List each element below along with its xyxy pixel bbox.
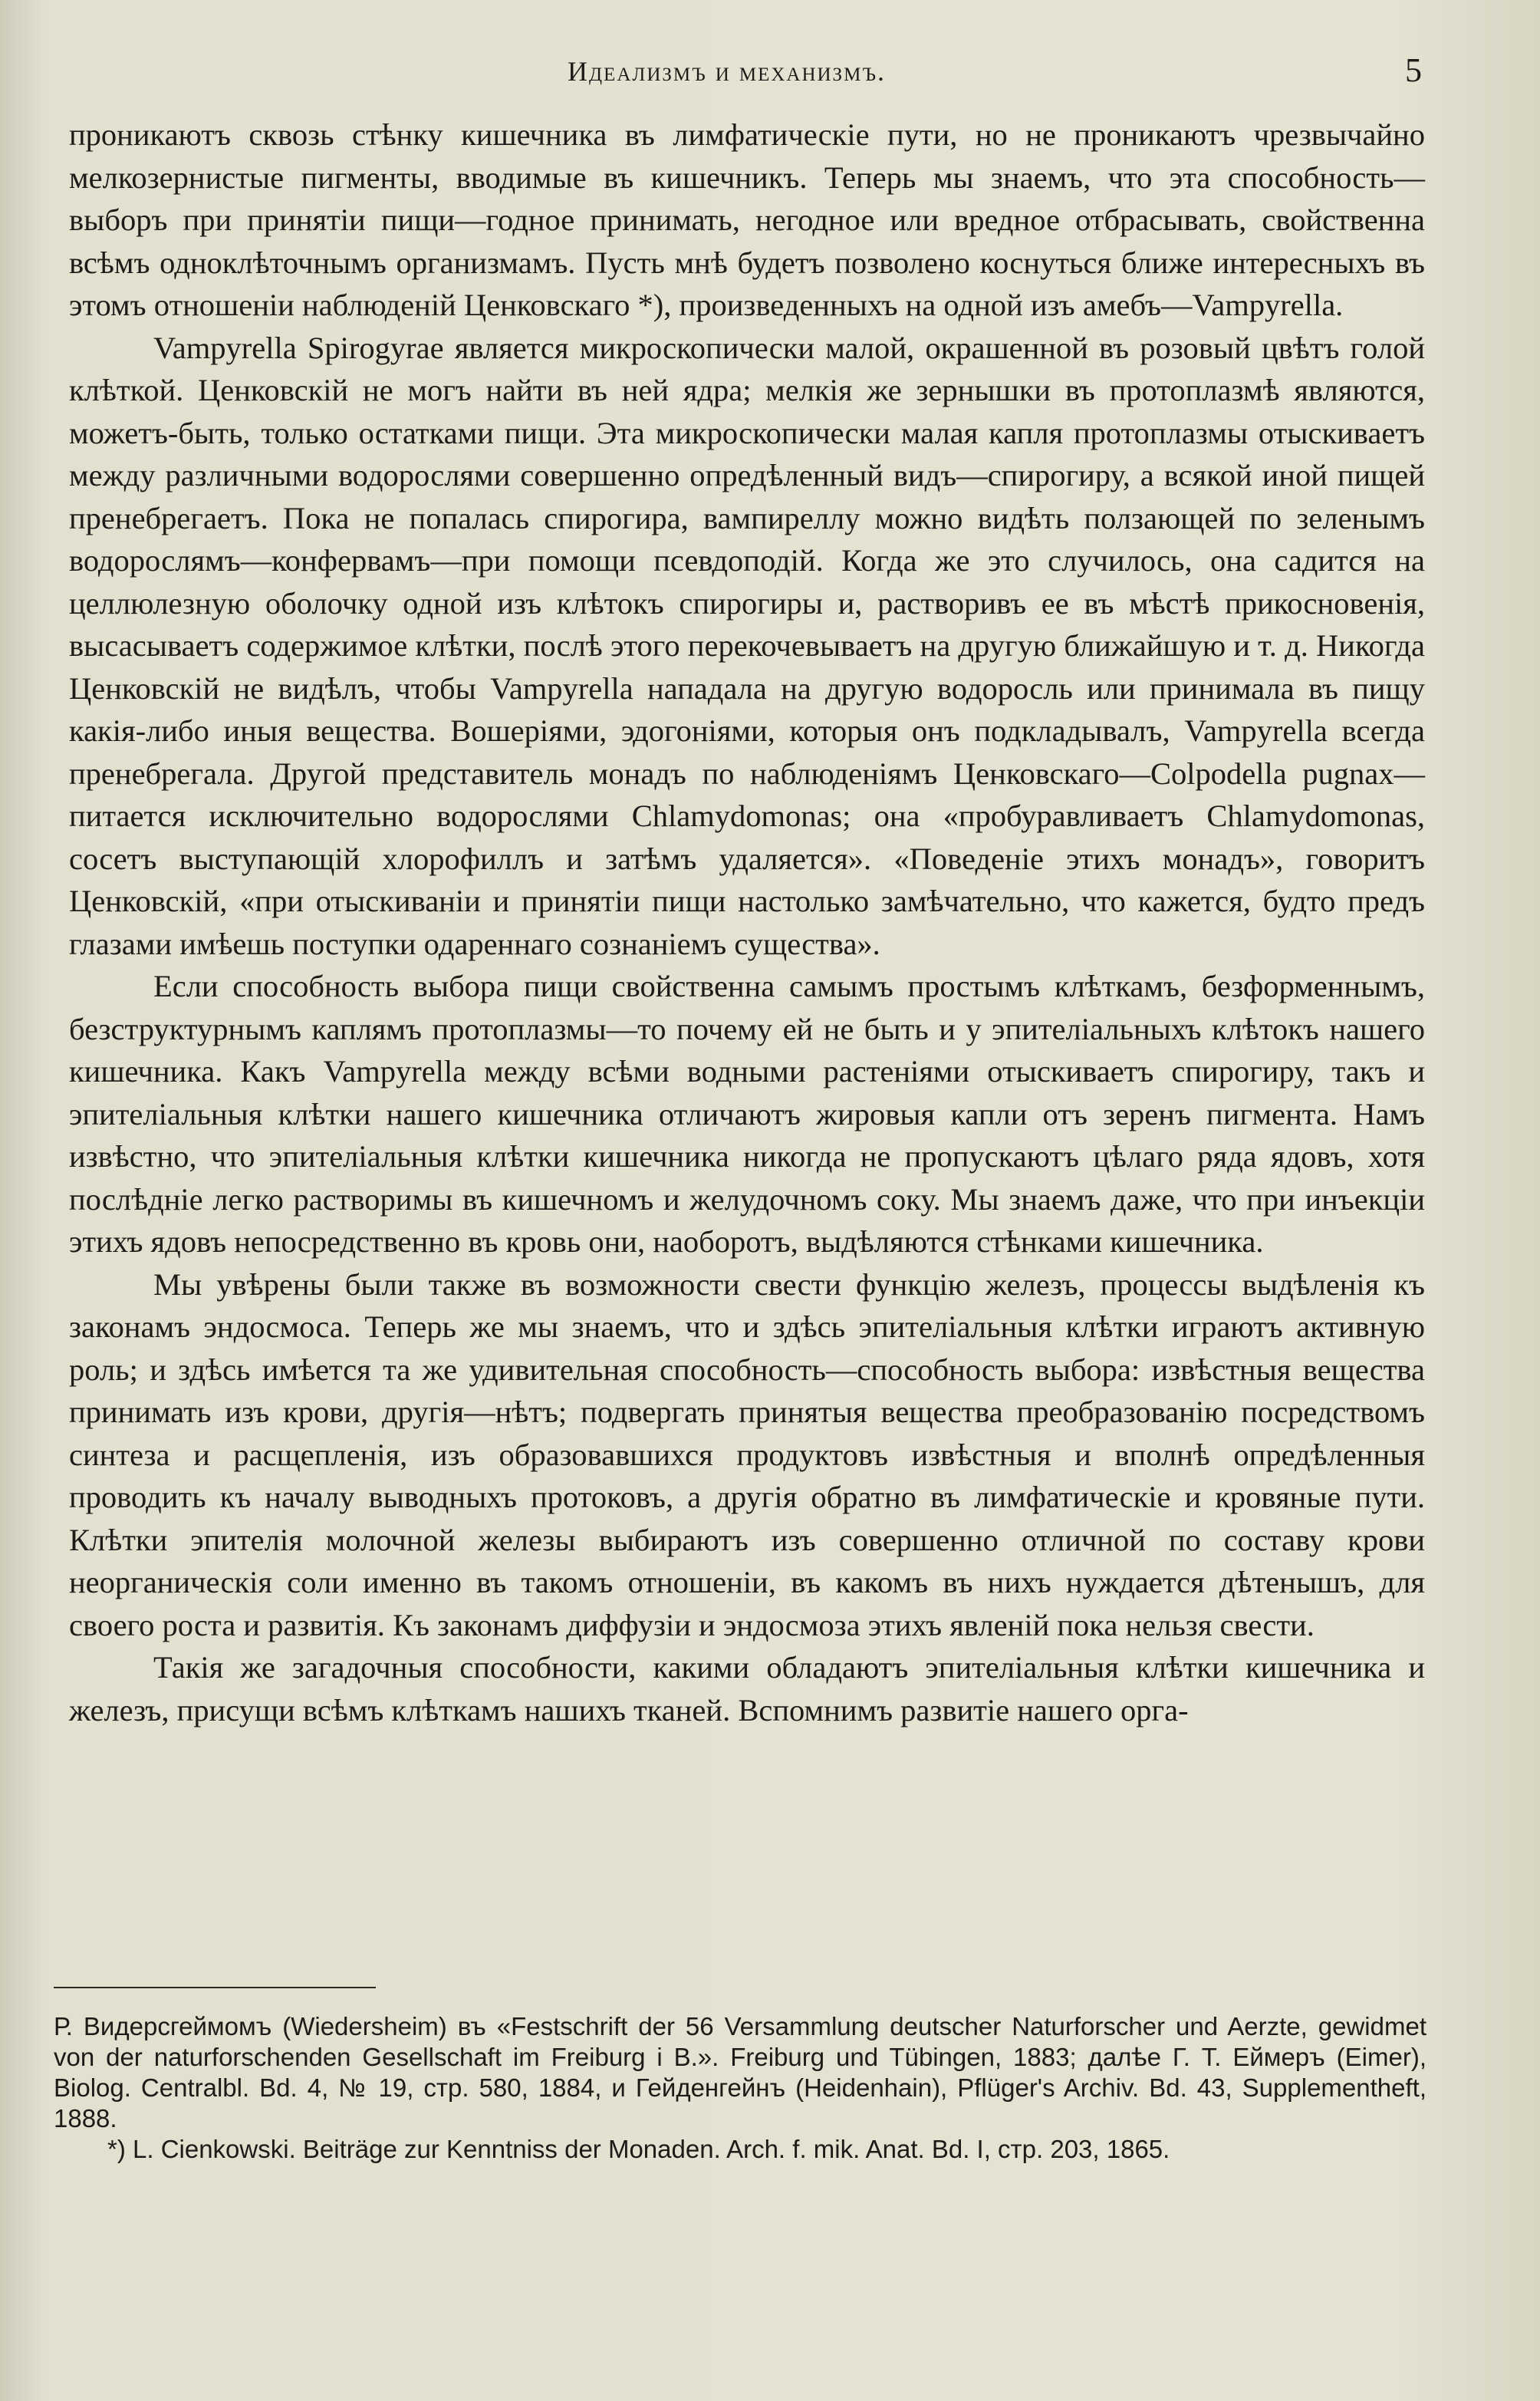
page-number: 5 <box>1405 51 1422 89</box>
footnote-references: Р. Видерсгеймомъ (Wiedersheim) въ «Festschrift der 56 Versammlung deutscher Naturforscher und Aerzte, gewidmet von der naturforschenden Gesellschaft im Freiburg i B.». Freiburg und Tübingen, 1883; далѣе Г. Т. Еймеръ (Eimer), Biolog. Centralbl. Bd. 4, № 19, стр. 580, 1884, и Гейденгейнъ (Heidenhain), Pflüger's Archiv. Bd. 43, Supplementheft, 1888. <box>54 2012 1426 2133</box>
paragraph-glands: Мы увѣрены были также въ возможности свести функцію железъ, процессы выдѣленія къ законамъ эндосмоса. Теперь же мы знаемъ, что и здѣсь эпителіальныя клѣтки играютъ активную роль; и здѣсь имѣется та же удивительная способность—способность выбора: извѣстныя вещества принимать изъ крови, другія—нѣтъ; подвергать принятыя вещества преобразованію посредствомъ синтеза и расщепленія, изъ образовавшихся продуктовъ извѣстныя и вполнѣ опредѣленныя проводить къ началу выводныхъ протоковъ, а другія обратно въ лимфатическіе и кровяные пути. Клѣтки эпителія молочной железы выбираютъ изъ совершенно отличной по составу крови неорганическія соли именно въ такомъ отношеніи, въ какомъ въ нихъ нуждается дѣтенышъ, для своего роста и развитія. Къ законамъ диффузіи и эндосмоза этихъ явленій пока нельзя свести. <box>69 1266 1425 1642</box>
paragraph-food-selection: Если способность выбора пищи свойственна самымъ простымъ клѣткамъ, безформеннымъ, безструктурнымъ каплямъ протоплазмы—то почему ей не быть и у эпителіальныхъ клѣтокъ нашего кишечника. Какъ Vampyrella между всѣми водными растеніями отыскиваетъ спирогиру, такъ и эпителіальныя клѣтки нашего кишечника отличаютъ жировыя капли отъ зеренъ пигмента. Намъ извѣстно, что эпителіальныя клѣтки кишечника никогда не пропускаютъ цѣлаго ряда ядовъ, хотя послѣдніе легко растворимы въ кишечномъ и желудочномъ соку. Мы знаемъ даже, что при инъекціи этихъ ядовъ непосредственно въ кровь они, наоборотъ, выдѣляются стѣнками кишечника. <box>69 969 1425 1259</box>
paragraph-continuation: проникаютъ сквозь стѣнку кишечника въ лимфатическіе пути, но не проникаютъ чрезвычайно мелкозернистые пигменты, вводимые въ кишечникъ. Теперь мы знаемъ, что эта способность—выборъ при принятіи пищи—годное принимать, негодное или вредное отбрасывать, свойственна всѣмъ одноклѣточнымъ организмамъ. Пусть мнѣ будетъ позволено коснуться ближе интересныхъ въ этомъ отношеніи наблюденій Ценковскаго *), произведенныхъ на одной изъ амебъ—Vampyrella. <box>69 117 1425 322</box>
running-title: Идеализмъ и механизмъ. <box>568 56 886 87</box>
paragraph-vampyrella: Vampyrella Spirogyrae является микроскопически малой, окрашенной въ розовый цвѣтъ голой клѣткой. Ценковскій не могъ найти въ ней ядра; мелкія же зернышки въ протоплазмѣ являются, можетъ-быть, только остатками пищи. Эта микроскопически малая капля протоплазмы отыскиваетъ между различными водорослями совершенно опредѣленный видъ—спирогиру, а всякой иной пищей пренебрегаетъ. Пока не попалась спирогира, вампиреллу можно видѣть ползающей по зеленымъ водорослямъ—конфервамъ—при помощи псевдоподій. Когда же это случилось, она садится на целлюлезную оболочку одной изъ клѣтокъ спирогиры и, растворивъ ее въ мѣстѣ прикосновенія, высасываетъ содержимое клѣтки, послѣ этого перекочевываетъ на другую ближайшую и т. д. Никогда Ценковскій не видѣлъ, чтобы Vampyrella нападала на другую водоросль или принимала въ пищу какія-либо иныя вещества. Вошеріями, эдогоніями, которыя онъ подкладывалъ, Vampyrella всегда пренебрегала. Другой представитель монадъ по наблюденіямъ Ценковскаго—Colpodella pugnax—питается исключительно водорослями Chlamydomonas; она «пробуравливаетъ Chlamydomonas, сосетъ выступающій хлорофиллъ и затѣмъ удаляется». «Поведеніе этихъ монадъ», говоритъ Ценковскій, «при отыскиваніи и принятіи пищи настолько замѣчательно, что кажется, будто предъ глазами имѣешь поступки одареннаго сознаніемъ существа». <box>69 330 1425 961</box>
footnote-cienkowski: *) L. Cienkowski. Beiträge zur Kenntniss der Monaden. Arch. f. mik. Anat. Bd. I, стр. 203, 1865. <box>107 2135 1170 2163</box>
paragraph-tissues: Такія же загадочныя способности, какими обладаютъ эпителіальныя клѣтки кишечника и железъ, присущи всѣмъ клѣткамъ нашихъ тканей. Вспомнимъ развитіе нашего орга- <box>69 1650 1425 1727</box>
footnote-divider <box>54 1987 376 1988</box>
footnotes <box>54 2011 1426 2165</box>
main-text <box>69 114 1425 1731</box>
page-header <box>0 51 1540 101</box>
